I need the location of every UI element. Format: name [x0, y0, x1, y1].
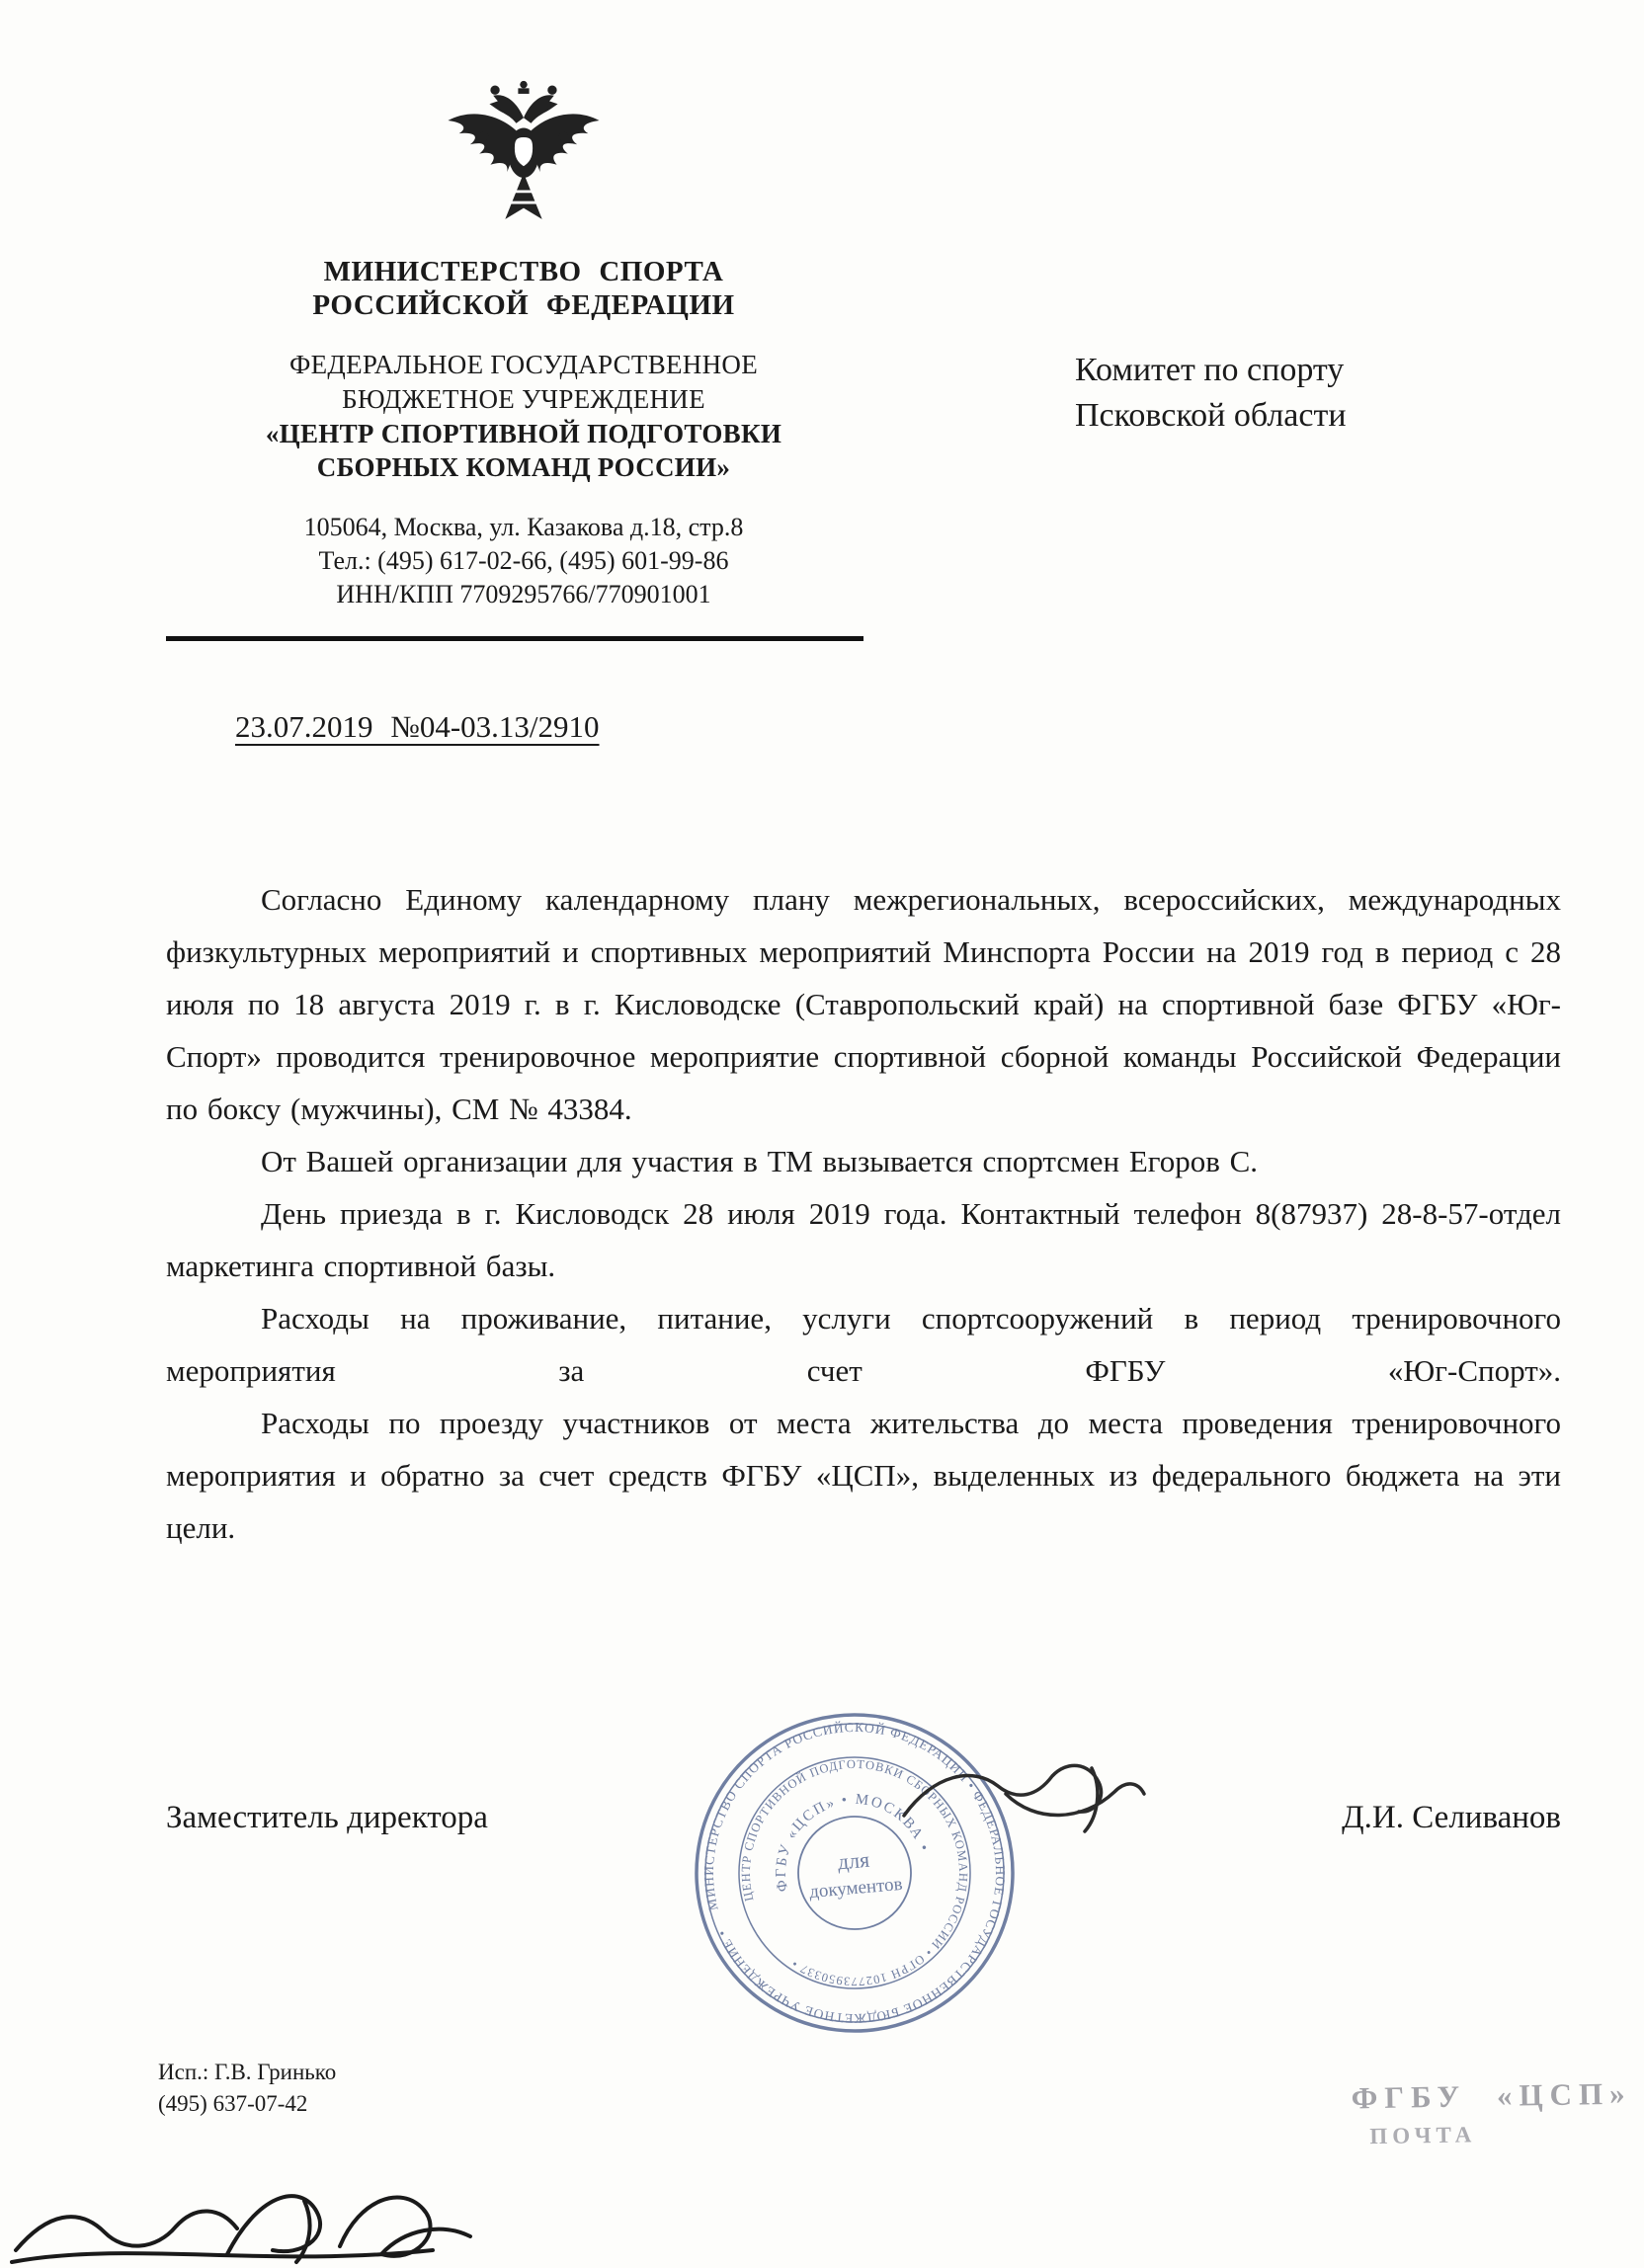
paragraph: От Вашей организации для участия в ТМ вызывается спортсмен Егоров С.	[261, 1144, 1259, 1178]
signature-title: Заместитель директора	[166, 1800, 488, 1835]
org-line1: ФЕДЕРАЛЬНОЕ ГОСУДАРСТВЕННОЕ	[288, 350, 758, 380]
executor-name: Исп.: Г.В. Гринько	[158, 2060, 337, 2084]
postal-stamp-org: ФГБУ «ЦСП»	[1351, 2075, 1632, 2116]
postal-stamp	[1351, 2076, 1632, 2150]
coat-of-arms-icon	[148, 77, 899, 245]
address-line2: Тел.: (495) 617-02-66, (495) 601-99-86	[318, 545, 729, 575]
ministry-name-line2: РОССИЙСКОЙ ФЕДЕРАЦИИ	[312, 289, 735, 322]
org-line4: СБОРНЫХ КОМАНД РОССИИ»	[316, 452, 731, 483]
postal-stamp-word: ПОЧТА	[1369, 2122, 1477, 2149]
stamp-center-line2: документов	[808, 1873, 904, 1904]
divider-line	[166, 636, 863, 641]
org-line2: БЮДЖЕТНОЕ УЧРЕЖДЕНИЕ	[342, 383, 705, 414]
stamp-ring-outer-text: МИНИСТЕРСТВО СПОРТА РОССИЙСКОЙ ФЕДЕРАЦИИ • ФЕДЕРАЛЬНОЕ ГОСУДАРСТВЕННОЕ БЮДЖЕТНОЕ УЧРЕЖДЕНИЕ •	[700, 1719, 1009, 2027]
director-signature-scribble	[889, 1739, 1166, 1867]
reference-number: 23.07.2019 №04-03.13/2910	[235, 709, 600, 744]
stamp-center-line1: для	[836, 1846, 871, 1875]
org-line3: «ЦЕНТР СПОРТИВНОЙ ПОДГОТОВКИ	[265, 418, 782, 448]
organization-address	[148, 511, 899, 612]
organization-name	[148, 348, 899, 484]
address-line1: 105064, Москва, ул. Казакова д.18, стр.8	[303, 512, 744, 541]
address-line3: ИНН/КПП 7709295766/770901001	[336, 580, 711, 609]
letter-body	[166, 873, 1561, 1554]
paragraph: Расходы на проживание, питание, услуги спортсооружений в период тренировочного мероприятия за счет ФГБУ «Юг-Спорт».	[166, 1301, 1561, 1388]
recipient-line2: Псковской области	[1075, 396, 1347, 434]
ministry-name-line1: МИНИСТЕРСТВО СПОРТА	[323, 256, 724, 287]
paragraph: Расходы по проезду участников от места жительства до места проведения тренировочного мероприятия и обратно за счет средств ФГБУ «ЦСП», выделенных из федерального бюджета на эти цели.	[166, 1406, 1561, 1545]
stamp-ring-middle-text: ЦЕНТР СПОРТИВНОЙ ПОДГОТОВКИ СБОРНЫХ КОМАНД РОССИИ • ОГРН 102773950337 •	[738, 1756, 971, 1989]
ministry-name	[148, 255, 899, 322]
paragraph: День приезда в г. Кисловодск 28 июля 2019 года. Контактный телефон 8(87937) 28-8-57-отдел маркетинга спортивной базы.	[166, 1196, 1561, 1283]
sender-block	[148, 77, 899, 612]
recipient-line1: Комитет по спорту	[1075, 352, 1345, 388]
signatory-name: Д.И. Селиванов	[1342, 1800, 1561, 1835]
stamp-ring-inner-text: ФГБУ «ЦСП» • МОСКВА •	[773, 1791, 933, 1894]
executor-info	[158, 2057, 336, 2120]
executor-phone: (495) 637-07-42	[158, 2091, 308, 2117]
recipient-block	[1075, 348, 1569, 439]
paragraph: Согласно Единому календарному плану межрегиональных, всероссийских, международных физкультурных мероприятий и спортивных мероприятий Минспорта России на 2019 год в период с 28 июля по 18 августа 2019 г. в г. Кисловодске (Ставропольский край) на спортивной базе ФГБУ «Юг-Спорт» проводится тренировочное мероприятие спортивной сборной команды Российской Федерации по боксу (мужчины), СМ № 43384.	[166, 882, 1561, 1126]
handwritten-signature	[8, 2171, 719, 2268]
